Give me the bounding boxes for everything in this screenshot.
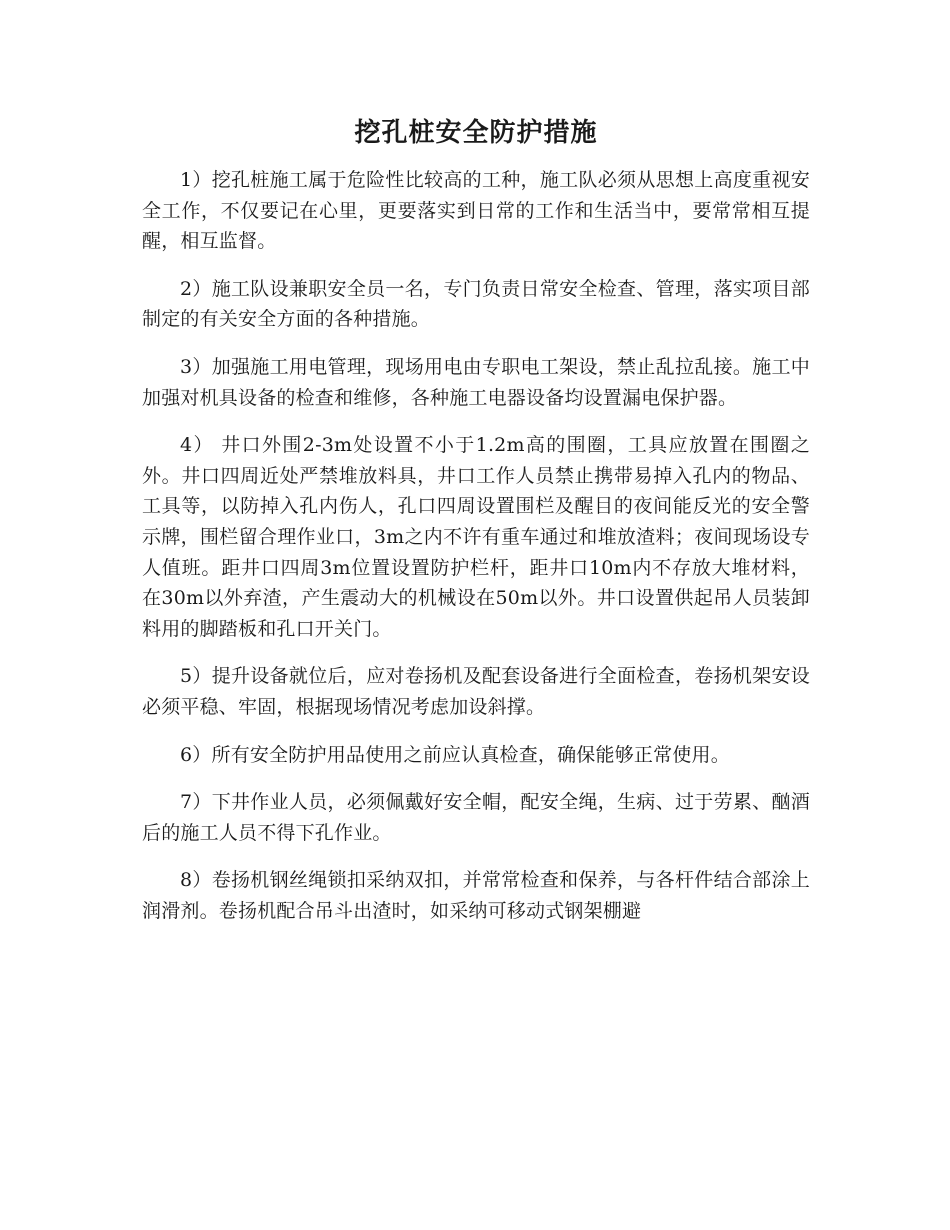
paragraph-8: 8）卷扬机钢丝绳锁扣采纳双扣，并常常检查和保养，与各杆件结合部涂上润滑剂。卷扬机配合吊斗出渣时，如采纳可移动式钢架棚避 <box>142 869 810 922</box>
document-page <box>142 0 810 943</box>
paragraph-6: 6）所有安全防护用品使用之前应认真检查，确保能够正常使用。 <box>180 743 730 766</box>
paragraph-1: 1）挖孔桩施工属于危险性比较高的工种，施工队必须从思想上高度重视安全工作，不仅要记在心里，更要落实到日常的工作和生活当中，要常常相互提醒，相互监督。 <box>142 169 810 253</box>
document-title: 挖孔桩安全防护措施 <box>354 118 598 148</box>
paragraph-5: 5）提升设备就位后，应对卷扬机及配套设备进行全面检查，卷扬机架安设必须平稳、牢固，根据现场情况考虑加设斜撑。 <box>142 665 810 718</box>
paragraph-7: 7）下井作业人员，必须佩戴好安全帽，配安全绳，生病、过于劳累、酗酒后的施工人员不得下孔作业。 <box>142 791 810 844</box>
paragraph-3: 3）加强施工用电管理，现场用电由专职电工架设，禁止乱拉乱接。施工中加强对机具设备的检查和维修，各种施工电器设备均设置漏电保护器。 <box>142 355 810 409</box>
paragraph-2: 2）施工队设兼职安全员一名，专门负责日常安全检查、管理，落实项目部制定的有关安全方面的各种措施。 <box>142 277 810 331</box>
document-body <box>142 165 810 926</box>
paragraph-4: 4） 井口外围2-3m处设置不小于1.2m高的围圈，工具应放置在围圈之外。井口四周近处严禁堆放料具，井口工作人员禁止携带易掉入孔内的物品、工具等，以防掉入孔内伤人，孔口四周设置围栏及醒目的夜间能反光的安全警示牌，围栏留合理作业口，3m之内不许有重车通过和堆放渣料；夜间现场设专人值班。距井口四周3m位置设置防护栏杆，距井口10m内不存放大堆材料，在30m以外弃渣，产生震动大的机械设在50m以外。井口设置供起吊人员装卸料用的脚踏板和孔口开关门。 <box>142 434 810 640</box>
